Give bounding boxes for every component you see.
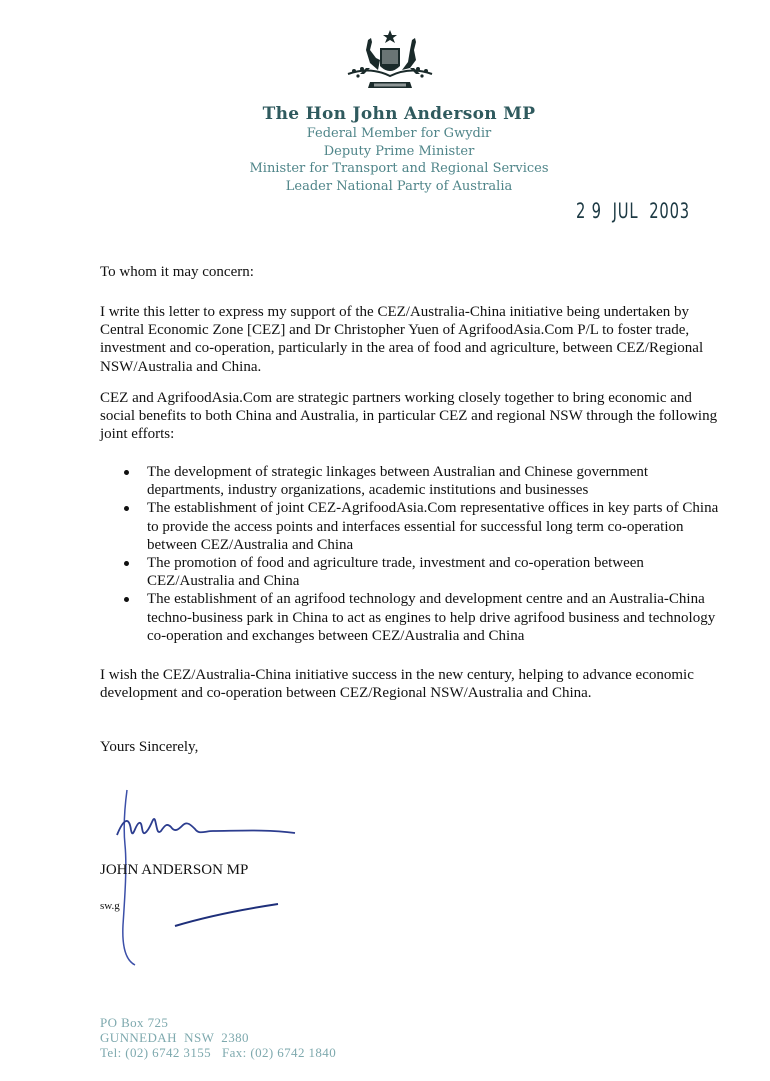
salutation: To whom it may concern:	[100, 264, 254, 280]
list-item	[100, 499, 720, 554]
list-item-text: The development of strategic linkages between Australian and Chinese government departments, industry organizations, academic institutions and businesses	[147, 464, 649, 499]
date-stamp: 2 9 JUL 2003	[576, 199, 690, 223]
letterhead	[200, 103, 598, 195]
letterhead-line-party-leader: Leader National Party of Australia	[285, 178, 513, 194]
bullet-icon	[124, 470, 129, 475]
signer-name: JOHN ANDERSON MP	[100, 862, 249, 878]
joint-efforts-list	[100, 463, 720, 645]
footer-contact: Tel: (02) 6742 3155 Fax: (02) 6742 1840	[100, 1045, 337, 1060]
footer-address	[100, 1015, 336, 1060]
letterhead-line-deputy-pm: Deputy Prime Minister	[323, 143, 475, 159]
list-item	[100, 590, 720, 645]
closing: Yours Sincerely,	[100, 739, 199, 755]
paragraph-partners: CEZ and AgrifoodAsia.Com are strategic partners working closely together to bring economic and social benefits to both China and Australia, in particular CEZ and regional NSW through the following joint efforts:	[100, 390, 718, 443]
bullet-icon	[124, 561, 129, 566]
signed-for-initials: sw.g	[100, 900, 120, 912]
list-item-text: The establishment of joint CEZ-AgrifoodAsia.Com representative offices in key parts of China to provide the access points and interfaces essential for successful long term co-operation between CEZ/Australia and China	[147, 500, 719, 553]
list-item	[100, 463, 720, 499]
letterhead-name: The Hon John Anderson MP	[262, 104, 536, 124]
paragraph-wishes: I wish the CEZ/Australia-China initiative success in the new century, helping to advance economic development and co-operation between CEZ/Regional NSW/Australia and China.	[100, 667, 694, 702]
letterhead-line-minister: Minister for Transport and Regional Services	[249, 161, 549, 176]
paragraph-support: I write this letter to express my support of the CEZ/Australia-China initiative being undertaken by Central Economic Zone [CEZ] and Dr Christopher Yuen of AgrifoodAsia.Com P/L to foster trade, investment and co-operation, particularly in the area of food and agriculture, between CEZ/Regional NSW/Australia and China.	[100, 304, 704, 375]
list-item	[100, 554, 720, 590]
footer-po-box: PO Box 725	[100, 1015, 169, 1030]
letterhead-line-electorate: Federal Member for Gwydir	[306, 126, 492, 141]
list-item-text: The promotion of food and agriculture trade, investment and co-operation between CEZ/Australia and China	[147, 555, 644, 590]
footer-town: GUNNEDAH NSW 2380	[100, 1030, 249, 1045]
list-item-text: The establishment of an agrifood technology and development centre and an Australia-China techno-business park in China to act as engines to help drive agrifood business and technology co-operation and exchanges between CEZ/Australia and China	[147, 591, 716, 644]
bullet-icon	[124, 506, 129, 511]
bullet-icon	[124, 597, 129, 602]
australian-coat-of-arms-icon	[340, 28, 440, 98]
